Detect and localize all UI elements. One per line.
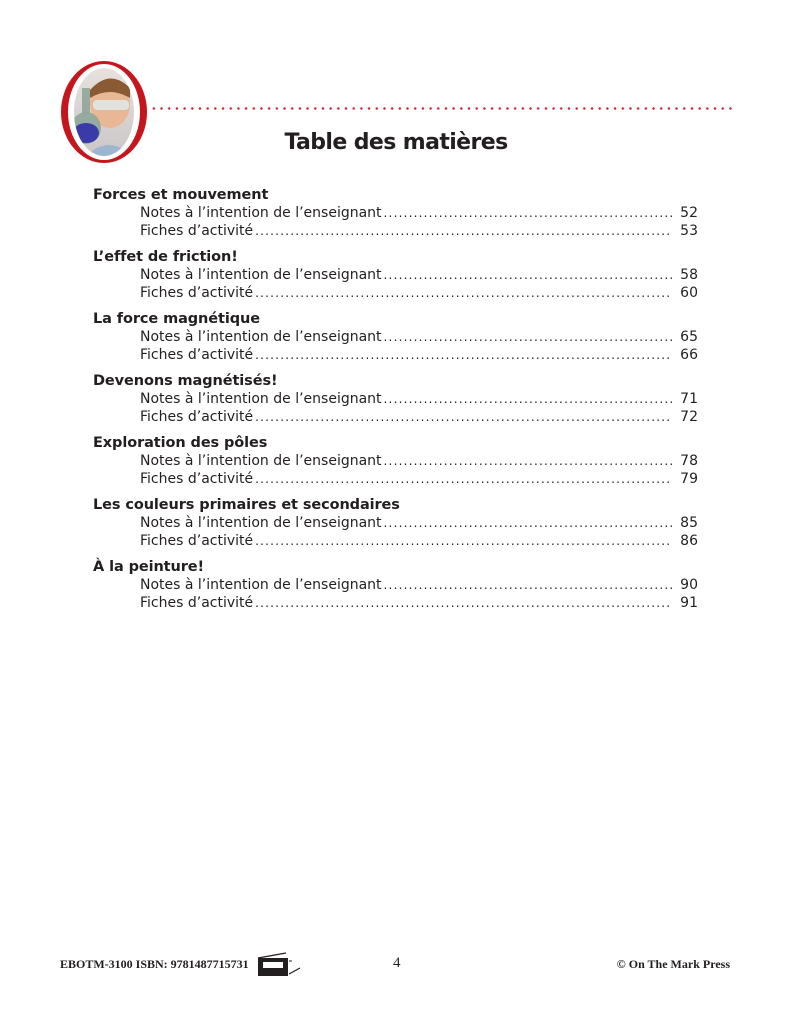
toc-entry[interactable] xyxy=(93,222,698,240)
toc-entry-page: 85 xyxy=(680,515,698,531)
dot-leader xyxy=(384,514,672,532)
dot-leader xyxy=(255,408,672,426)
toc-entry-label: Fiches d’activité xyxy=(140,533,254,549)
toc-section-title: L’effet de friction! xyxy=(93,249,238,265)
dot-leader xyxy=(255,594,672,612)
toc-entry-label: Notes à l’intention de l’enseignant xyxy=(140,205,382,221)
toc-section xyxy=(93,248,698,302)
toc-entry-label: Notes à l’intention de l’enseignant xyxy=(140,391,382,407)
toc-section xyxy=(93,372,698,426)
toc-section xyxy=(93,186,698,240)
toc-entry-page: 65 xyxy=(680,329,698,345)
toc-entry-label: Notes à l’intention de l’enseignant xyxy=(140,453,382,469)
toc-entry-label: Fiches d’activité xyxy=(140,223,254,239)
toc-entry-page: 60 xyxy=(680,285,698,301)
toc-entry-page: 58 xyxy=(680,267,698,283)
toc-section-title: Exploration des pôles xyxy=(93,435,268,451)
dot-leader xyxy=(255,470,672,488)
toc-section-title: À la peinture! xyxy=(93,559,205,575)
page-number: 4 xyxy=(393,955,401,971)
toc-entry-label: Notes à l’intention de l’enseignant xyxy=(140,577,382,593)
footer-code-isbn: EBOTM-3100 ISBN: 9781487715731 xyxy=(60,957,249,971)
toc-entry-label: Fiches d’activité xyxy=(140,595,254,611)
toc-entry-page: 72 xyxy=(680,409,698,425)
toc-entry[interactable] xyxy=(93,390,698,408)
toc-section xyxy=(93,558,698,612)
toc-entry-page: 71 xyxy=(680,391,698,407)
toc-section-title: Forces et mouvement xyxy=(93,187,269,203)
footer-copyright: © On The Mark Press xyxy=(616,957,730,971)
toc-entry[interactable] xyxy=(93,594,698,612)
toc-section-title: La force magnétique xyxy=(93,311,260,327)
dot-leader xyxy=(255,532,672,550)
page-title: Table des matières xyxy=(284,130,508,155)
dot-leader xyxy=(384,328,672,346)
toc-entry[interactable] xyxy=(93,284,698,302)
header-dotted-rule xyxy=(150,107,733,110)
toc-entry-page: 90 xyxy=(680,577,698,593)
toc-entry-page: 79 xyxy=(680,471,698,487)
toc-entry-label: Notes à l’intention de l’enseignant xyxy=(140,515,382,531)
photocopier-icon xyxy=(256,952,304,978)
toc-section xyxy=(93,310,698,364)
toc-section-title: Devenons magnétisés! xyxy=(93,373,278,389)
toc-entry-label: Notes à l’intention de l’enseignant xyxy=(140,267,382,283)
dot-leader xyxy=(384,390,672,408)
dot-leader xyxy=(384,452,672,470)
toc-entry[interactable] xyxy=(93,470,698,488)
toc-entry[interactable] xyxy=(93,576,698,594)
toc-entry[interactable] xyxy=(93,266,698,284)
toc-entry-label: Notes à l’intention de l’enseignant xyxy=(140,329,382,345)
dot-leader xyxy=(384,576,672,594)
toc-entry-page: 53 xyxy=(680,223,698,239)
toc-entry[interactable] xyxy=(93,408,698,426)
dot-leader xyxy=(384,204,672,222)
toc-section-title: Les couleurs primaires et secondaires xyxy=(93,497,400,513)
toc-section xyxy=(93,434,698,488)
dot-leader xyxy=(255,346,672,364)
toc-entry-page: 66 xyxy=(680,347,698,363)
toc-entry-page: 52 xyxy=(680,205,698,221)
toc-entry-page: 86 xyxy=(680,533,698,549)
toc-entry-label: Fiches d’activité xyxy=(140,347,254,363)
toc-entry-page: 78 xyxy=(680,453,698,469)
toc-entry-page: 91 xyxy=(680,595,698,611)
toc-entry[interactable] xyxy=(93,452,698,470)
toc-entry[interactable] xyxy=(93,514,698,532)
toc-entry-label: Fiches d’activité xyxy=(140,471,254,487)
dot-leader xyxy=(255,222,672,240)
toc-entry[interactable] xyxy=(93,204,698,222)
dot-leader xyxy=(384,266,672,284)
toc-entry[interactable] xyxy=(93,532,698,550)
toc-entry-label: Fiches d’activité xyxy=(140,409,254,425)
toc-entry-label: Fiches d’activité xyxy=(140,285,254,301)
table-of-contents xyxy=(93,186,698,620)
toc-entry[interactable] xyxy=(93,346,698,364)
dot-leader xyxy=(255,284,672,302)
toc-section xyxy=(93,496,698,550)
toc-entry[interactable] xyxy=(93,328,698,346)
